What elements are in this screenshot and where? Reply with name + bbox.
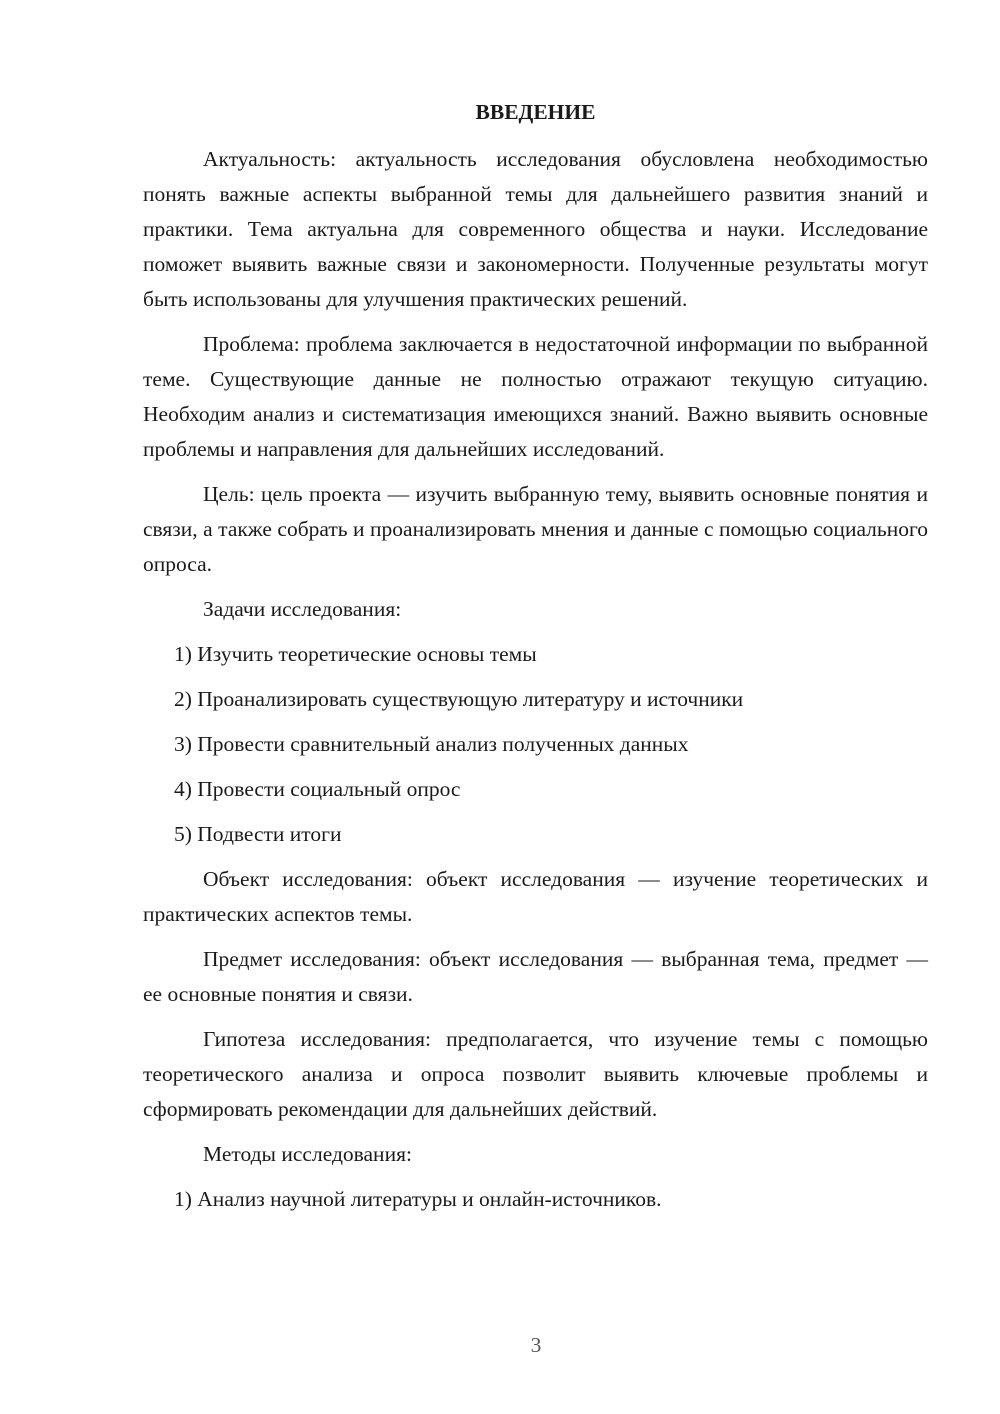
task-item-1: 1) Изучить теоретические основы темы	[174, 642, 537, 666]
methods-title: Методы исследования:	[203, 1142, 412, 1166]
tasks-list	[143, 637, 928, 852]
page-content	[143, 95, 928, 1227]
goal-paragraph: Цель: цель проекта — изучить выбранную тему, выявить основные понятия и связи, а также собрать и проанализировать мнения и данные с помощью социального опроса.	[143, 482, 928, 576]
task-item-2: 2) Проанализировать существующую литературу и источники	[174, 687, 744, 711]
relevance-paragraph: Актуальность: актуальность исследования обусловлена необходимостью понять важные аспекты выбранной темы для дальнейшего развития знаний и практики. Тема актуальна для современного общества и науки. Исследование поможет выявить важные связи и закономерности. Полученные результаты могут быть использованы для улучшения практических решений.	[143, 147, 928, 311]
tasks-title: Задачи исследования:	[203, 597, 402, 621]
hypothesis-paragraph: Гипотеза исследования: предполагается, что изучение темы с помощью теоретического анализа и опроса позволит выявить ключевые проблемы и сформировать рекомендации для дальнейших действий.	[143, 1027, 928, 1121]
methods-list	[143, 1182, 928, 1217]
problem-paragraph: Проблема: проблема заключается в недостаточной информации по выбранной теме. Существующие данные не полностью отражают текущую ситуацию. Необходим анализ и систематизация имеющихся знаний. Важно выявить основные проблемы и направления для дальнейших исследований.	[143, 332, 928, 461]
task-item-4: 4) Провести социальный опрос	[174, 777, 461, 801]
object-paragraph: Объект исследования: объект исследования — изучение теоретических и практических аспектов темы.	[143, 867, 928, 926]
page-number: 3	[530, 1333, 542, 1357]
section-heading: ВВЕДЕНИЕ	[475, 100, 596, 124]
task-item-5: 5) Подвести итоги	[174, 822, 342, 846]
subject-paragraph: Предмет исследования: объект исследования — выбранная тема, предмет — ее основные понятия и связи.	[143, 947, 928, 1006]
method-item-1: 1) Анализ научной литературы и онлайн-источников.	[174, 1187, 662, 1211]
task-item-3: 3) Провести сравнительный анализ полученных данных	[174, 732, 689, 756]
